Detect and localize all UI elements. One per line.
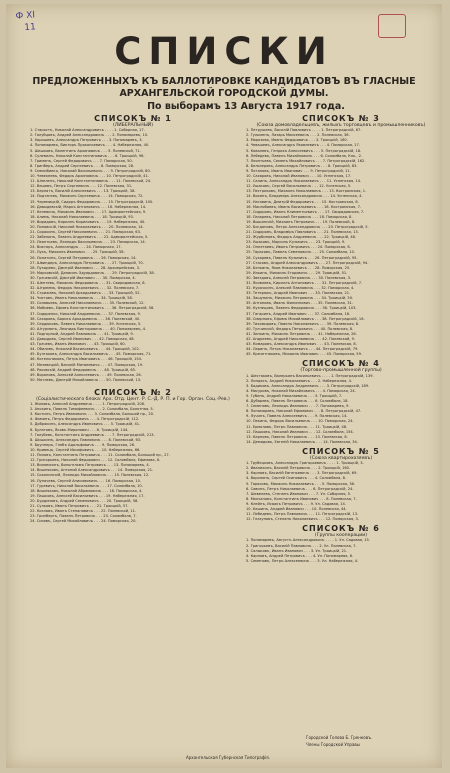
list-item: 44. Ларинъ, Петръ Николаевичъ . . . 44. Петроградскій, 79. — [246, 347, 359, 352]
list-2-heading: СПИСОКЪ № 2 — [94, 387, 172, 397]
list-item: 10. Сахаровъ, Николай Иванович . . . 10. Успенская, 17. — [246, 174, 352, 179]
list-item: 39. Сердюковъ, Павелъ Николаевичъ . . . 39. Успенская, 5. — [30, 321, 142, 326]
list-item: 9. Лучинъ, Павелъ Алексеевичъ . . . 9. Полевская, 14. — [246, 414, 348, 419]
list-item: 34. Зашунинъ, Михаилъ Петровичъ . . . 34. Троицкій, 50. — [246, 296, 354, 301]
list-item: 13. Вилюмсонъ, Вильгельмъ Петровичъ . . . 13. Пономаревъ, 4. — [30, 463, 150, 468]
list-item: 31. Шентевъ, Михаилъ Федоровичъ . . . 31. Свиридовская, 8. — [30, 281, 146, 286]
list-item: 30. Грачевскій, Дмитрій Иванович . . . 30. Поморская, 4. — [30, 275, 136, 280]
list-item: 27. Швиндеръ, Александръ Петровичъ . . . 27. Троицкій, 70. — [30, 260, 144, 265]
list-item: 33. Тетерюкъ, Андрей Иванович . . . 33. Полевская, 21. — [246, 291, 351, 296]
list-item: 9. Потаповъ, Иванъ Иванович . . . 9. Петроградскій, 11. — [246, 168, 351, 173]
list-item: 1. Шестаковъ, Валерьянъ Васильевичъ . . . . 1. Петроградскій, 139. — [246, 373, 374, 378]
list-item: 14. Демидовъ, Евгеній Николаевичъ . . . 14. Полевская, 34. — [246, 439, 358, 444]
list-4-subtitle: (Торгово-промышленной группы) — [300, 368, 382, 374]
list-item: 21. Сидоровъ, Владиміръ Павловичъ . . . 21. Полевская, 13. — [246, 230, 359, 235]
list-item: 10. Кривецъ, Сергей Иосифовичъ . . . 10. Набережная, 66. — [30, 447, 141, 452]
list-item: 15. Соколинскій, Леонидъ Михайловичъ . . . 15. Полевская, 12. — [30, 473, 150, 478]
list-item: 29. Марковскій, Даниилъ Эдуардовичъ . . . 29. Петроградскій, 38. — [30, 270, 155, 275]
list-item: 27. Стасовъ, Андрей Александровичъ . . . 27. Петроградскій, 94. — [246, 260, 369, 265]
page-title: СПИСКИ — [114, 30, 334, 73]
list-item: 16. Лупачевъ, Сергей Анисимовичъ . . . 16. Поморская, 10. — [30, 478, 142, 483]
poster-sheet — [6, 4, 442, 768]
list-item: 7. Семеновъ, Леонидъ Иванович . . . 7. Пономаревъ, 9. — [246, 404, 350, 409]
list-5-rows — [246, 461, 436, 522]
list-item: 6. Лебедевъ, Павелъ Михайловичъ . . . 6. Соломбала, Клк., 2. — [246, 153, 363, 158]
list-item: 9. Клейнъ, Исаакъ Петровичъ . . . 9. Ул. Садовая, 14. — [246, 501, 346, 506]
list-item: 1. Трубецковъ, Александръ Григорьевичъ . . . . 1. Троицкій, 3. — [246, 461, 364, 466]
list-item: 23. Леонтьевъ, Леонидъ Васильевичъ . . . 23. Поморская, 14. — [30, 240, 146, 245]
list-item: 7. Шевелевъ, Степанъ Иванович . . . 7. Ул. Соборная, 5. — [246, 491, 352, 496]
list-item: 8. Шишкинъ, Александръ Павловичъ . . . 8. Полевской, 63. — [30, 437, 142, 442]
list-item: 10. Лекинъ, Федоръ Васильевичъ . . . 10. Поморская, 24. — [246, 419, 354, 424]
list-item: 2. Гульменъ, Лазарь Моисеевичъ . . . 2. Полевская, 36. — [246, 133, 350, 138]
list-item: 9. Смелибиекъ, Николай Васильевичъ . . . 9. Петроградскій, 80. — [30, 168, 151, 173]
list-item: 1. Пономаревъ, Августъ Александровичъ . . . . 1. Ул. Садовая, 15. — [246, 538, 370, 543]
list-item: 45. Кречетниковъ, Михаилъ Иванович . . . 45. Поморская, 59. — [246, 352, 362, 357]
list-item: 7. Леонтьевъ, Семенъ Михайловичъ . . . 7. Петроградскій, 162. — [246, 158, 366, 163]
list-item: 35. Антоновъ, Иванъ Филиппович . . . 35. Полевская, 31. — [246, 301, 353, 306]
list-item: 11. Ермоловъ, Петръ Павловичъ . . . 11. Троицкій, 48. — [246, 424, 348, 429]
list-item: 2. Григорьевъ, Василій Павловичъ . . . 2. Ул. Полевская, 7. — [246, 543, 357, 548]
list-item: 11. Салинъ, Александръ Николаевичъ . . . 11. Успенская, 14. — [246, 179, 362, 184]
list-item: 1. Старостъ, Николай Александровичъ . . . . 1. Соборная, 17. — [30, 128, 145, 133]
list-item: 38. Сахаровъ, Борисъ Аркадьевичъ . . . 38. Полевской, 40. — [30, 316, 141, 321]
list-item: 23. Гринбергъ, Павелъ Петровичъ . . . 23. Соломбала, 7. — [30, 514, 137, 519]
list-item: 17. Гуревичъ, Николай Васильевичъ . . . 17. Соломбала, 10. — [30, 483, 143, 488]
list-4 — [246, 359, 436, 445]
list-item: 12. Григорьевъ, Николай Федорович . . . 12. Соломбала, Ефимова, 6. — [30, 458, 161, 463]
list-6-heading: СПИСОКЪ № 6 — [302, 524, 380, 534]
list-item: 45. Булгаковъ, Александръ Васильевичъ . . . 45. Поморская, 71. — [30, 352, 152, 357]
list-item: 22. Козловъ, Иванъ Степановичъ . . . 22. Полевской, 11. — [30, 509, 137, 514]
list-item: 25. Тарасовъ, Павелъ Семеновичъ . . . 25. Соломбала, 10. — [246, 250, 356, 255]
list-item: 6. Булатовъ, Яковъ Миронович . . . 6. Троицкій, 144. — [30, 427, 129, 432]
list-item: 22. Забелинъ, Павелъ Андреевичъ . . . 22. Адмиралтейская, 5. — [30, 235, 149, 240]
list-item: 38. Смирновъ, Ефимъ Михайловичъ . . . 38. Петроградскій, 16. — [246, 316, 365, 321]
list-item: 49. Вороновъ, Алексей Алексеевичъ . . . 49. Полевская, 26. — [30, 372, 142, 377]
list-item: 12. Ушаковъ, Сергей Васильевичъ . . . 12. Успенская, 5. — [246, 184, 352, 189]
footer-secretary: Члены Городской Управы — [306, 742, 360, 747]
list-item: 14. Вохинъ, Владимiръ Александровичъ . . . 14. Успенская, 4. — [246, 194, 363, 199]
list-item: 3. Бадиковъ, Александръ Андреевичъ . . . 3. Петроградскій, 189. — [246, 383, 370, 388]
list-item: 41. Зинкинъ, Михаилъ Петровичъ . . . 41. Набережная, 26. — [246, 331, 357, 336]
list-item: 16. Давыдевскій, Маркъ Антоновичъ . . . 16. Набережная, 14. — [30, 204, 147, 209]
footer-printer: Архангельская Губернская Типографія. — [186, 755, 270, 760]
list-item: 3. Костинъ, Петръ Ивановичъ . . . 3. Соломбала, Большой пр., 20. — [30, 412, 155, 417]
list-item: 50. Мотлевъ, Дмитрій Михайловичъ . . . 50. Полевской, 13. — [30, 377, 142, 382]
list-item: 16. Маслобоевъ, Иванъ Васильевичъ . . . 16. Костромская, 7. — [246, 204, 362, 209]
list-item: 42. Андреевъ, Андрей Николаевичъ . . . 42. Полевской, 9. — [246, 337, 356, 342]
list-item: 13. Пестриковъ, Михаилъ Николаевичъ . . . 13. Костромская, 1. — [246, 189, 367, 194]
list-item: 1. Жиловъ, Алексей Андреевичъ . . . . 1. Петроградскій, 208. — [30, 402, 146, 407]
list-item: 13. Карповъ, Павелъ Петровичъ . . . 13. Полевская, 8. — [246, 434, 348, 439]
list-item: 28. Белкинъ, Яков Николаевичъ . . . 28. Поморская, 25. — [246, 265, 351, 270]
list-2-rows — [30, 402, 236, 524]
list-item: 20. Бурдиновъ, Андрей Семеновичъ . . . 20. Троицкій, 58. — [30, 498, 139, 503]
subtitle-line1: ПРЕДЛОЖЕННЫХЪ КЪ БАЛЛОТИРОВКЕ КАНДИДАТОВЪ ВЪ ГЛАСНЫЕ — [32, 76, 416, 87]
list-3-subtitle: (Союза домовладельцевъ, жилыхъ торговцевъ и промышленниковъ) — [256, 123, 426, 128]
list-item: 5. Добрякинъ, Александръ Ивановичъ . . . 5. Троицкій, 41. — [30, 422, 141, 427]
list-item: 4. Чевашевъ, Александръ Яковлевичъ . . . 4. Поморская, 17. — [246, 143, 360, 148]
list-4-heading: СПИСОКЪ № 4 — [302, 359, 380, 369]
list-item: 12. Вешевъ, Петръ Сергеевичъ . . . 12. Полевская, 31. — [30, 184, 133, 189]
list-item: 12. Глазуновъ, Степанъ Николаевичъ . . . 12. Поморская, 3. — [246, 517, 359, 522]
list-item: 11. Поповъ, Константинъ Петровичъ . . . 11. Соломбала, Большой пр., 27. — [30, 453, 170, 458]
list-item: 2. Голубцовъ, Андрей Александровичъ . . . 2. Пономаревъ, 10. — [30, 133, 149, 138]
list-3-heading: СПИСОКЪ № 3 — [302, 114, 380, 123]
list-item: 17. Келевичъ, Михаилъ Иванович . . . 17. Адмиралтейская, 9. — [30, 209, 147, 214]
list-item: 3. Карповъ, Василій Евгеньевичъ . . . 3. Петроградскій, 69. — [246, 471, 358, 476]
list-1 — [30, 114, 236, 383]
list-item: 5. Тарасовъ, Михаилъ Николаевичъ . . . 5. Поморская, 36. — [246, 481, 356, 486]
list-item: 5. Семеновъ, Петръ Алексеевичъ . . . 5. Ул. Набережная, 4. — [246, 558, 359, 563]
list-3-rows — [246, 128, 436, 357]
list-6-subtitle: (Группы кооперации) — [314, 533, 368, 539]
list-item: 15. Черемицкій, Сидоръ Федоровичъ . . . 15. Петроградскій, 100. — [30, 199, 154, 204]
list-item: 32. Курочкинъ, Алексей Павловичъ . . . 32. Поморская, 4. — [246, 286, 355, 291]
list-item: 39. Тихомировъ, Павелъ Николаевичъ . . . 39. Полевская, 8. — [246, 321, 360, 326]
archive-mark-line2: 11 — [24, 22, 37, 34]
list-item: 7. Грименъ, Сергей Федоровичъ . . . 7. Поморская, 50. — [30, 158, 133, 163]
list-item: 11. Лебедевъ, Петръ Павловичъ . . . 11. Петроградскій, 13. — [246, 512, 359, 517]
list-item: 10. Кашинъ, Андрей Иванович . . . 10. Полевская, 44. — [246, 506, 347, 511]
list-item: 25. Лукъ, Михаилъ Иванович . . . 25. Троицкій, 58. — [30, 250, 125, 255]
list-item: 4. Пономаревъ, Викторъ Прокопьевичъ . . . 4. Набережная, 40. — [30, 143, 150, 148]
list-item: 19. Пашковъ, Алексей Васильевичъ . . . 19. Набережная, 17. — [30, 493, 145, 498]
list-item: 44. Обиловъ, Николай Васильевичъ . . . 44. Троицкій, 102. — [30, 347, 140, 352]
list-item: 34. Чистовъ, Иванъ Николаевичъ . . . 34. Троицкій, 58. — [30, 296, 133, 301]
list-item: 35. Соловьевъ, Алексей Николаевичъ . . . 35. Полевской, 12. — [30, 301, 145, 306]
list-item: 5. Шашковъ, Валентинъ Архиповичъ . . . 5. Полевской, 71. — [30, 148, 141, 153]
list-item: 11. Шнеленъ, Николай Константиновичъ . . . 11. Полевской, 24. — [30, 179, 152, 184]
list-item: 46. Котельниковъ, Петръ Ивановичъ . . . 46. Троицкій, 154. — [30, 357, 143, 362]
list-item: 4. Мисуровъ, Николай Михайловичъ . . . 4. Поморская, 24. — [246, 388, 356, 393]
list-item: 24. Сизовъ, Сергей Михайловичъ . . . 24. Поморская, 20. — [30, 519, 137, 524]
list-item: 1. Петрушевъ, Василій Павловичъ . . . . 1. Петроградскій, 67. — [246, 128, 362, 133]
list-item: 4. Карповъ, Андрей Петровичъ . . . 4. Ул. Пономарева, 6. — [246, 553, 354, 558]
list-item: 2. Иванихинъ, Василій Петровичъ . . . 2. Троицкій, 160. — [246, 466, 351, 471]
list-item: 20. Поповскій, Николай Николаевичъ . . . 20. Полевская, 14. — [30, 224, 144, 229]
archive-mark — [15, 9, 36, 34]
list-item: 5. Ковалевъ, Генрихъ Алексеевичъ . . . 5. Петроградскій, 18. — [246, 148, 362, 153]
list-item: 10. Чевекеевъ, Федоръ Архиповичъ . . . 10. Петроградскій, 41. — [30, 174, 149, 179]
list-item: 2. Анохинъ, Павелъ Тимофеевичъ . . . 2. Соломбала, Болотная, 5. — [30, 407, 154, 412]
list-item: 6. Дубаревъ, Павелъ Петровичъ . . . 6. Соломбала, 18. — [246, 399, 349, 404]
list-item: 9. Бруннеръ, Глебъ Адольфовичъ . . . 9. Поморская, 26. — [30, 442, 136, 447]
list-1-rows — [30, 128, 236, 383]
list-item: 8. Пономаревъ, Николай Ефимович . . . 8. Петроградскій, 47. — [246, 409, 362, 414]
list-5 — [246, 447, 436, 522]
list-item: 26. Лопатинъ, Сергей Петровичъ . . . 26. Поморская, 14. — [30, 255, 137, 260]
list-item: 24. Оплетаевъ, Иванъ Петровичъ . . . 24. Поморская, 6. — [246, 245, 351, 250]
list-item: 47. Мезевецкій, Василій Матвеевичъ . . . 47. Поморская, 19. — [30, 362, 144, 367]
list-item: 5. Губинъ, Андрей Николаевичъ . . . 5. Троицкій, 7. — [246, 394, 343, 398]
list-item: 29. Ильинъ, Михаилъ Егоровичъ . . . 29. Троицкій, 51. — [246, 270, 348, 275]
list-item: 40. Штурманъ, Леонидъ Викторовичъ . . . 40. Пономаревъ, 4. — [30, 326, 147, 331]
list-item: 43. Грачевъ, Иванъ Иванович . . . 43. Троицкій, 60. — [30, 342, 126, 347]
footer-chair: Городской Голова Б. Гренковъ. — [306, 735, 373, 740]
list-item: 6. Сулеманъ, Николай Константиновичъ . . . 6. Троицкій, 96. — [30, 153, 145, 158]
list-item: 43. Комаровъ, Александръ Иванович . . . 43. Полевская, 8. — [246, 342, 357, 347]
list-1-heading: СПИСОКЪ № 1 — [94, 114, 172, 123]
list-item: 26. Сухоревъ, Павелъ Кузьмичъ . . . 26. Петроградскій, 95. — [246, 255, 358, 260]
list-6-rows — [246, 538, 436, 563]
archive-mark-line1: Ф XI — [15, 10, 36, 22]
subtitle-line2: АРХАНГЕЛЬСКОЙ ГОРОДСКОЙ ДУМЫ. — [119, 88, 329, 99]
list-item: 36. Мобиевъ, Ефимъ Константиновичъ . . . 36. Петроградскій, 58. — [30, 306, 155, 311]
list-item: 13. Бернатъ, Василій Алексеевичъ . . . 13. Троицкій, 38. — [30, 189, 136, 194]
list-2 — [30, 388, 236, 524]
list-6 — [246, 524, 436, 564]
list-item: 8. Белозеровъ, Александръ Петровичъ . . . 8. Троицкій, 83. — [246, 163, 358, 168]
list-item: 33. Стрижевъ, Николай Аркадьевичъ . . . 33. Троицкій, 52. — [30, 291, 141, 296]
list-item: 2. Линдесъ, Андрей Николаевичъ . . . 2. Набережная, 4. — [246, 378, 353, 383]
list-item: 20. Богдановъ, Петръ Александровичъ . . . 20. Петроградскій, 5. — [246, 224, 369, 229]
list-item: 28. Пузыревъ, Дмитрій Иванович . . . 28. Архиерейская, 3. — [30, 265, 141, 270]
list-item: 4. Фоминъ, Петръ Федоровичъ . . . 4. Петроградскій, 112. — [30, 417, 140, 422]
left-column — [30, 114, 236, 526]
list-3 — [246, 114, 436, 357]
list-5-heading: СПИСОКЪ № 5 — [302, 446, 380, 456]
list-item: 37. Сидоренко, Николай Андреевичъ . . . 37. Полевская, 9. — [30, 311, 141, 316]
list-item: 15. Наговинъ, Дмитрій Федоровичъ . . . 15. Костромская, 8. — [246, 199, 359, 204]
list-item: 32. Штреммъ, Федоръ Николаевичъ . . . 32. Полевская, 7. — [30, 286, 140, 291]
list-item: 14. Подтагевъ, Михаилъ Сергеевичъ . . . 14. Поморская, 72. — [30, 194, 144, 199]
list-item: 3. Хорошевъ, Александръ Петровичъ . . . 3. Пономаревъ, 3. — [30, 138, 143, 143]
list-item: 8. Молчановъ, Константинъ Иванович . . . 8. Полевская, 7. — [246, 496, 357, 501]
list-4-rows — [246, 374, 436, 445]
list-item: 18. Лазаревъ, Николай Петровичъ . . . 18. Поморская, 8. — [246, 214, 353, 219]
election-date: По выборамъ 13 Августа 1917 года. — [147, 101, 345, 112]
list-item: 30. Звездовъ, Алексей Петровичъ . . . 30. Полевская, 3. — [246, 275, 352, 280]
list-item: 21. Сорокинъ, Сергей Николаевичъ . . . 21. Поморская, 63. — [30, 230, 141, 235]
list-item: 3. Салыковъ, Иванъ Иванович . . . 3. Ул. Троицкій, 21. — [246, 548, 348, 553]
list-item: 41. Подгорный, Андрей Павловичъ . . . 41. Троицкій, 9. — [30, 331, 134, 336]
list-1-subtitle: (ЛИБЕРАЛЬНЫЙ) — [113, 123, 153, 128]
list-item: 4. Воронинъ, Сергей Осиповичъ . . . 4. Соломбала, 8. — [246, 476, 347, 481]
list-item: 24. Викторъ, Александръ . . . 24. Поморская, 17. — [30, 245, 122, 250]
list-item: 19. Вышинскій, Михаилъ Петровичъ . . . 19. Полевской, 8. — [246, 219, 356, 224]
list-item: 12. Пашковъ, Николай Иванович . . . 12. Соломбала, 154. — [246, 429, 354, 434]
list-item: 18. Алимъ, Николай Николаевичъ . . . 18. Троицкій, 93. — [30, 214, 134, 219]
list-item: 19. Виридовъ, Кириллъ Кириловичъ . . . 19. Набережная, 40. — [30, 219, 146, 224]
list-item: 23. Ушаковъ, Марсиль Кузьмичъ . . . 23. Троицкій, 9. — [246, 240, 346, 245]
list-item: 36. Кузнецовъ, Павелъ Федоровичъ . . . 36. Троицкій, 103. — [246, 306, 357, 311]
list-item: 6. Савинъ, Петръ Николаевичъ . . . 6. Петроградскій, 24. — [246, 486, 354, 491]
list-item: 7. Голубевъ, Константинъ Андреевичъ . . . 7. Петроградскій, 213. — [30, 432, 155, 437]
list-item: 40. Тулчинскій, Федоръ Петровичъ . . . 40. Полевская, 8. — [246, 326, 354, 331]
list-item: 18. Вишняковъ, Николай Абрамовичъ . . . 18. Поморская, 4. — [30, 488, 143, 493]
list-item: 14. Вишняковъ, Антоний Александровичъ . . . 14. Поморская, 21. — [30, 468, 154, 473]
list-item: 42. Давыдовъ, Сергей Иванович . . . 42. Поморская, 48. — [30, 337, 135, 342]
list-item: 22. Журбиновъ, Федоръ Андреевичъ . . . 22. Троицкій, 48. — [246, 235, 357, 240]
list-item: 17. Сидоровъ, Иванъ Климентьевичъ . . . 17. Свиридовская, 7. — [246, 209, 365, 214]
list-item: 37. Гагаринъ, Андрей Иванович . . . 37. Соломбала, 16. — [246, 311, 351, 316]
list-item: 3. Морозовъ, Иванъ Федоровичъ . . . 3. Троицкій, 160. — [246, 138, 348, 143]
list-item: 8. Гринберъ, Андрей Сергеевичъ . . . 8. Поморская, 28. — [30, 163, 135, 168]
list-item: 21. Сулковъ, Иванъ Петровичъ . . . 21. Троицкій, 57. — [30, 503, 129, 508]
list-item: 48. Ряховскій, Андрей Федоровичъ . . . 48. Троицкій, 65. — [30, 367, 137, 372]
list-2-subtitle: (Соціалистическаго блока: Арх. Отд. Цент. Р. С.-Д. Р. П. и Гор. Орган. Соц.-Рев.) — [36, 396, 230, 402]
list-item: 31. Яковлевъ, Кириллъ Антоновичъ . . . 31. Петроградскій, 7. — [246, 281, 363, 286]
right-column — [246, 114, 436, 566]
list-5-subtitle: (Союза квартирохозяевъ) — [309, 455, 373, 461]
